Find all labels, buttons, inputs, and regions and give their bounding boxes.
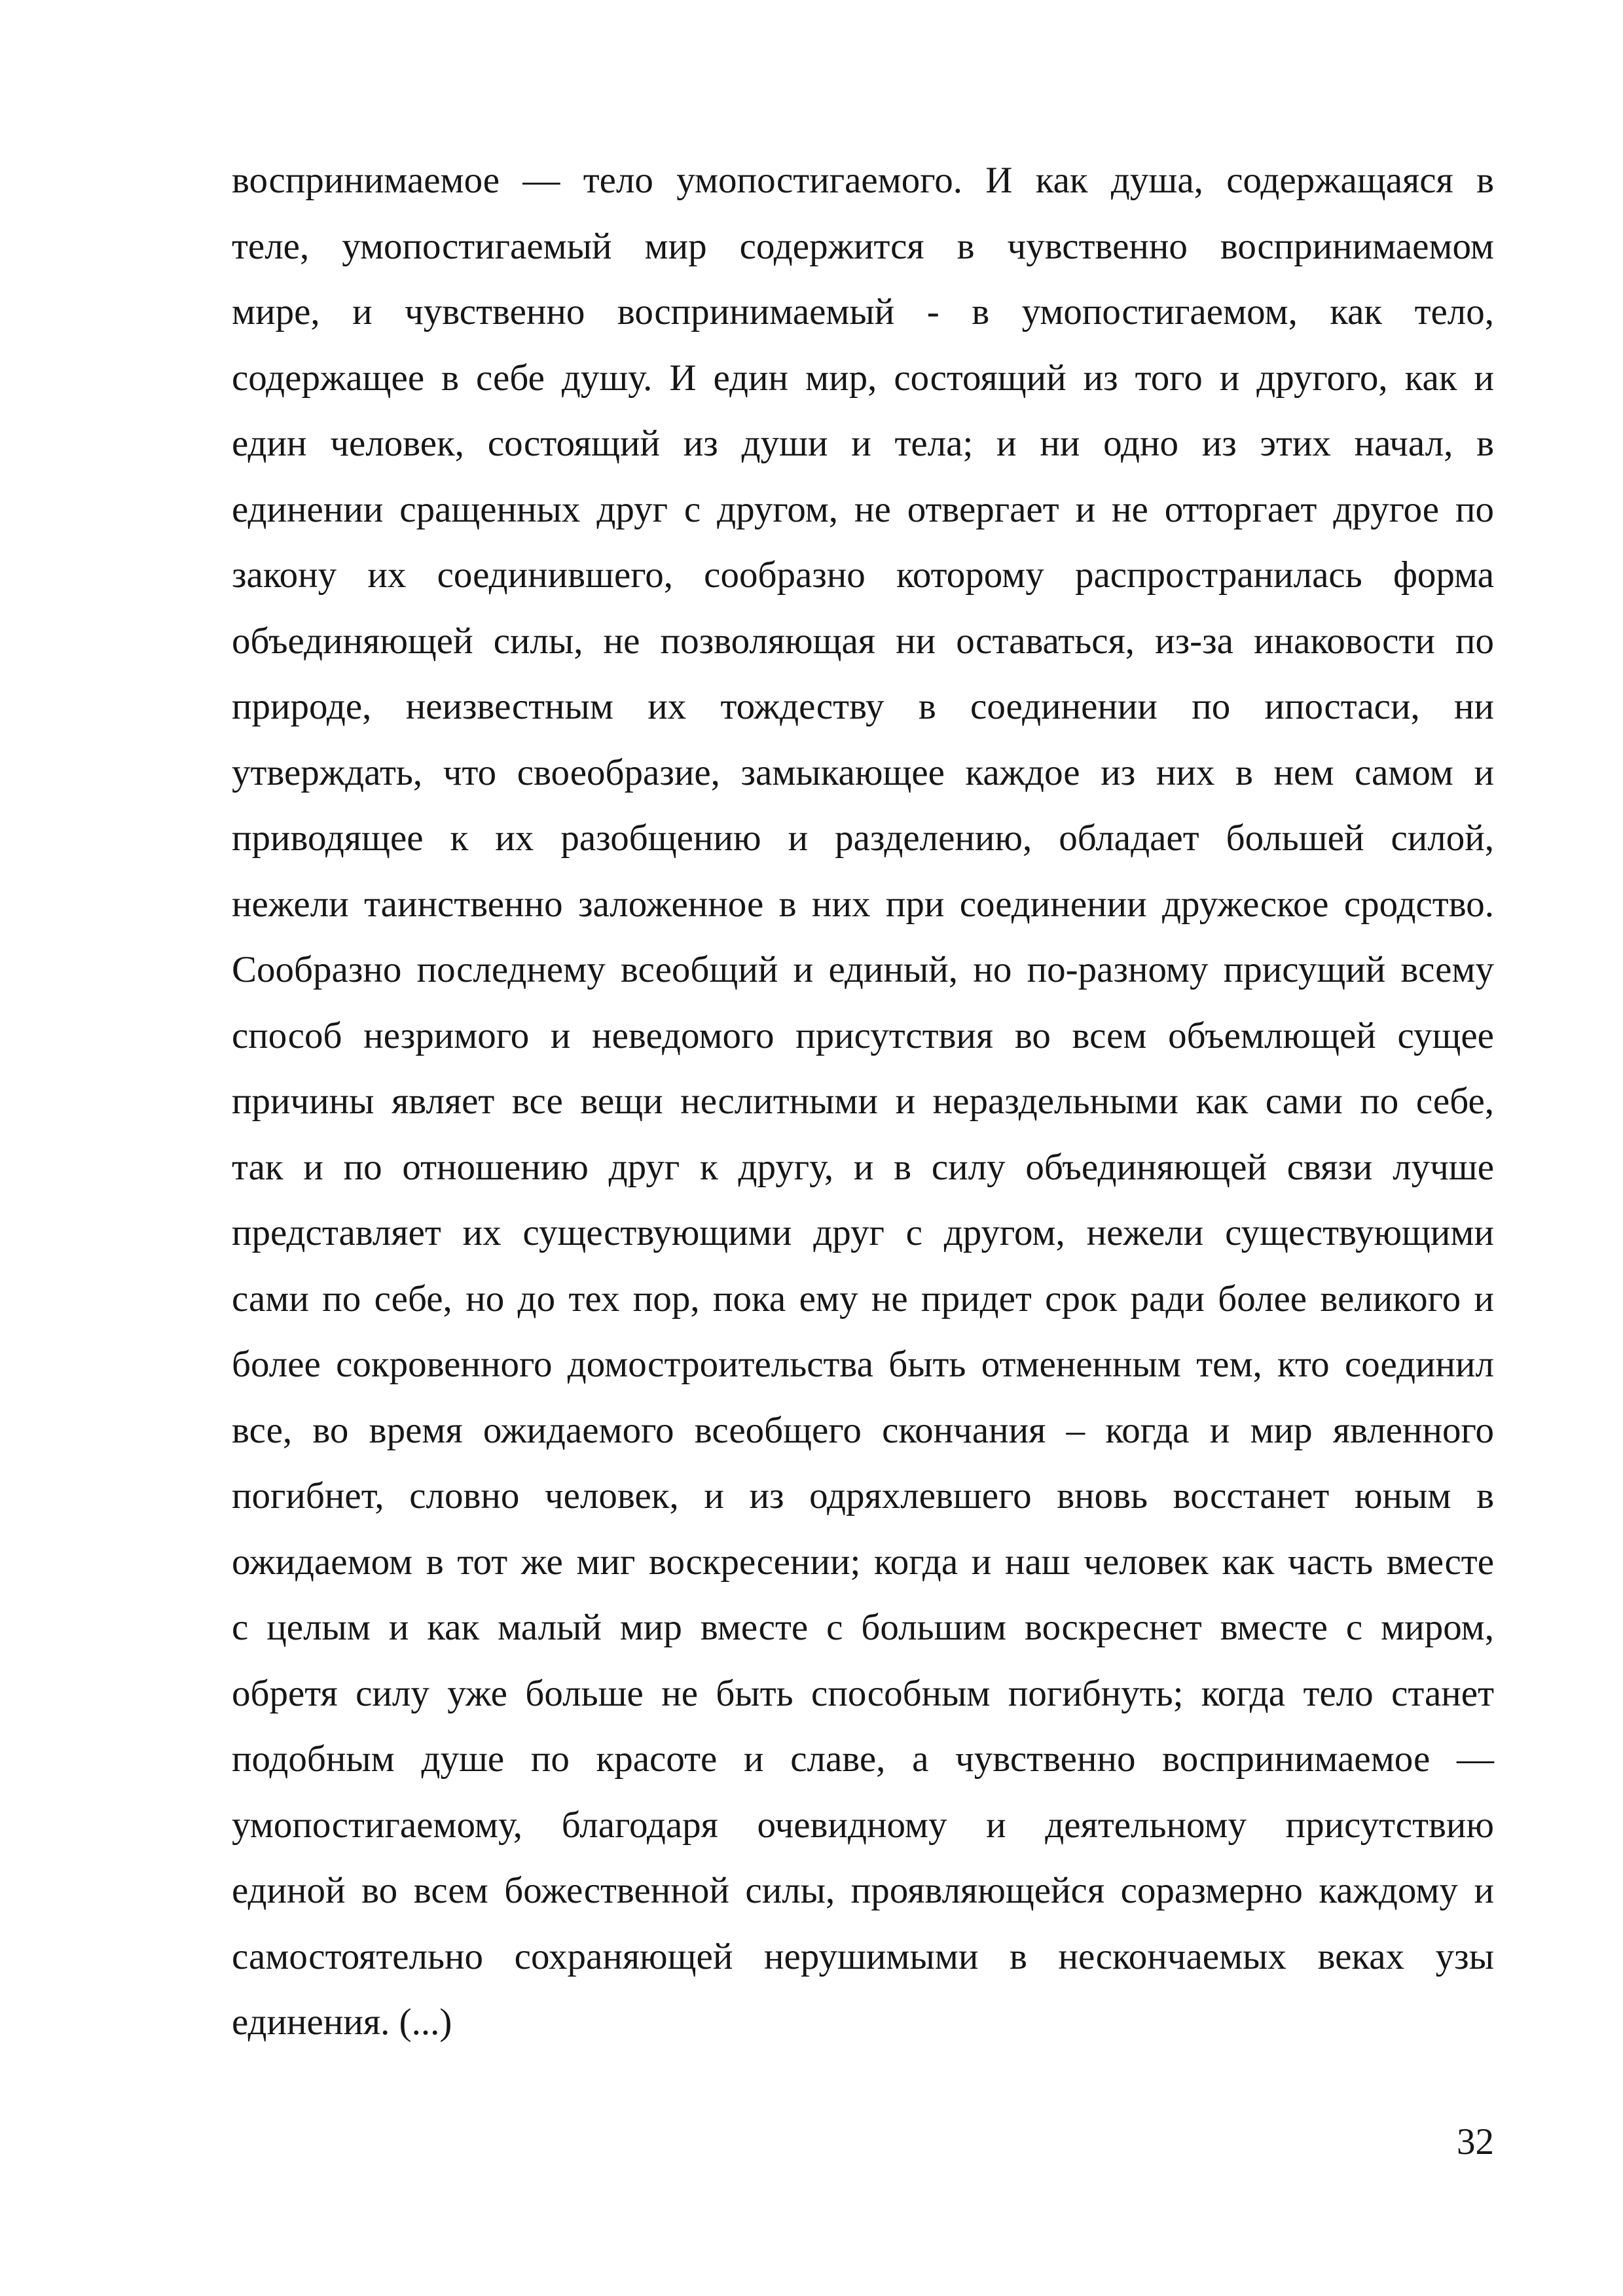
text-line-20: все, во время ожидаемого всеобщего скончания – когда и мир явленного (232, 1409, 1494, 1451)
text-line-19: более сокровенного домостроительства быть отмененным тем, кто соединил (232, 1344, 1494, 1385)
text-line-5: един человек, состоящий из души и тела; и ни одно из этих начал, в (232, 423, 1494, 464)
text-line-14: способ незримого и неведомого присутствия во всем объемлющей сущее (232, 1014, 1494, 1056)
text-line-24: обретя силу уже больше не быть способным погибнуть; когда тело станет (232, 1672, 1494, 1714)
text-line-7: закону их соединившего, сообразно которому распространилась форма (232, 554, 1494, 596)
text-line-15: причины являет все вещи неслитными и нераздельными как сами по себе, (232, 1081, 1494, 1122)
text-line-17: представляет их существующими друг с другом, нежели существующими (232, 1212, 1494, 1253)
text-line-10: утверждать, что своеобразие, замыкающее каждое из них в нем самом и (232, 751, 1494, 793)
page-number: 32 (1457, 2121, 1494, 2162)
text-line-21: погибнет, словно человек, и из одряхлевшего вновь восстанет юным в (232, 1475, 1494, 1516)
text-line-18: сами по себе, но до тех пор, пока ему не придет срок ради более великого и (232, 1278, 1494, 1319)
text-line-29: единения. (...) (232, 2001, 452, 2043)
text-line-26: умопостигаемому, благодаря очевидному и деятельному присутствию (232, 1804, 1494, 1846)
text-line-12: нежели таинственно заложенное в них при соединении дружеское сродство. (232, 883, 1494, 925)
text-line-11: приводящее к их разобщению и разделению, обладает большей силой, (232, 817, 1494, 859)
text-line-6: единении сращенных друг с другом, не отвергает и не отторгает другое по (232, 488, 1494, 530)
text-line-23: с целым и как малый мир вместе с большим воскреснет вместе с миром, (232, 1607, 1494, 1648)
text-line-1: воспринимаемое — тело умопостигаемого. И как душа, содержащаяся в (232, 160, 1494, 201)
text-line-4: содержащее в себе душу. И един мир, состоящий из того и другого, как и (232, 357, 1494, 399)
text-line-22: ожидаемом в тот же миг воскресении; когда и наш человек как часть вместе (232, 1541, 1494, 1583)
body-text (232, 148, 1494, 2056)
text-line-2: теле, умопостигаемый мир содержится в чувственно воспринимаемом (232, 225, 1494, 267)
text-line-25: подобным душе по красоте и славе, а чувственно воспринимаемое — (232, 1738, 1494, 1780)
text-line-13: Сообразно последнему всеобщий и единый, но по-разному присущий всему (232, 949, 1494, 990)
text-line-8: объединяющей силы, не позволяющая ни оставаться, из-за инаковости по (232, 620, 1494, 662)
text-line-27: единой во всем божественной силы, проявляющейся соразмерно каждому и (232, 1870, 1494, 1911)
text-line-3: мире, и чувственно воспринимаемый - в умопостигаемом, как тело, (232, 291, 1494, 332)
text-line-9: природе, неизвестным их тождеству в соединении по ипостаси, ни (232, 686, 1494, 727)
text-line-16: так и по отношению друг к другу, и в силу объединяющей связи лучше (232, 1146, 1494, 1188)
text-line-28: самостоятельно сохраняющей нерушимыми в нескончаемых веках узы (232, 1935, 1494, 1977)
